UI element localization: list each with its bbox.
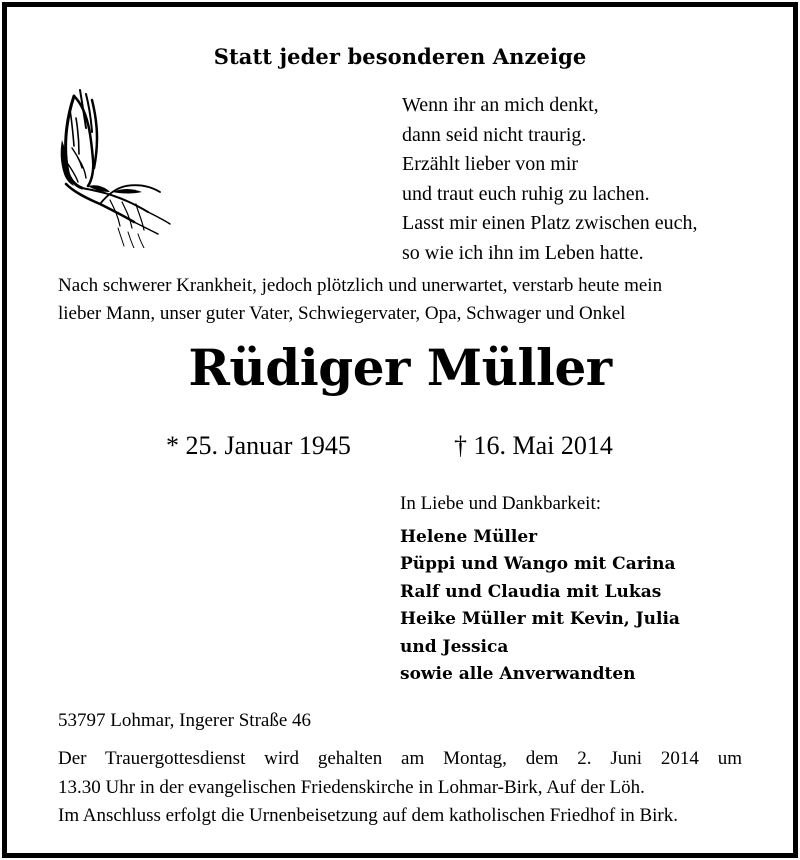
service-line: 13.30 Uhr in der evangelischen Friedenskirche in Lohmar-Birk, Auf der Löh.: [58, 776, 645, 798]
service-line: Der Trauergottesdienst wird gehalten am Montag, dem 2. Juni 2014 um: [58, 748, 742, 769]
intro-text: [58, 272, 662, 328]
intro-line: lieber Mann, unser guter Vater, Schwiegervater, Opa, Schwager und Onkel: [58, 303, 626, 324]
praying-hands-icon: [52, 88, 174, 248]
poem-line: Lasst mir einen Platz zwischen euch,: [402, 212, 698, 234]
notice-heading: Statt jeder besonderen Anzeige: [213, 44, 587, 69]
service-info: [58, 745, 742, 831]
intro-line: Nach schwerer Krankheit, jedoch plötzlich und unerwartet, verstarb heute mein: [58, 275, 663, 296]
poem-line: und traut euch ruhig zu lachen.: [402, 182, 650, 205]
poem-line: Wenn ihr an mich denkt,: [402, 94, 599, 116]
mourner-item: Ralf und Claudia mit Lukas: [400, 581, 662, 602]
mourner-item: Helene Müller: [400, 527, 538, 547]
service-line: Im Anschluss erfolgt die Urnenbeisetzung auf dem katholischen Friedhof in Birk.: [58, 805, 679, 826]
poem: [402, 91, 697, 268]
deceased-name: Rüdiger Müller: [188, 338, 612, 397]
mourner-item: sowie alle Anverwandten: [400, 664, 636, 685]
address: 53797 Lohmar, Ingerer Straße 46: [58, 710, 312, 731]
poem-line: so wie ich ihn im Leben hatte.: [402, 241, 644, 264]
death-date: † 16. Mai 2014: [454, 431, 613, 460]
thanks-line: In Liebe und Dankbarkeit:: [400, 493, 602, 514]
mourner-item: und Jessica: [400, 636, 509, 657]
mourner-item: Heike Müller mit Kevin, Julia: [400, 609, 680, 630]
poem-line: dann seid nicht traurig.: [402, 123, 587, 146]
birth-date: * 25. Januar 1945: [166, 431, 351, 460]
mourners-list: [400, 524, 680, 688]
poem-line: Erzählt lieber von mir: [402, 153, 579, 175]
mourner-item: Püppi und Wango mit Carina: [400, 554, 676, 575]
